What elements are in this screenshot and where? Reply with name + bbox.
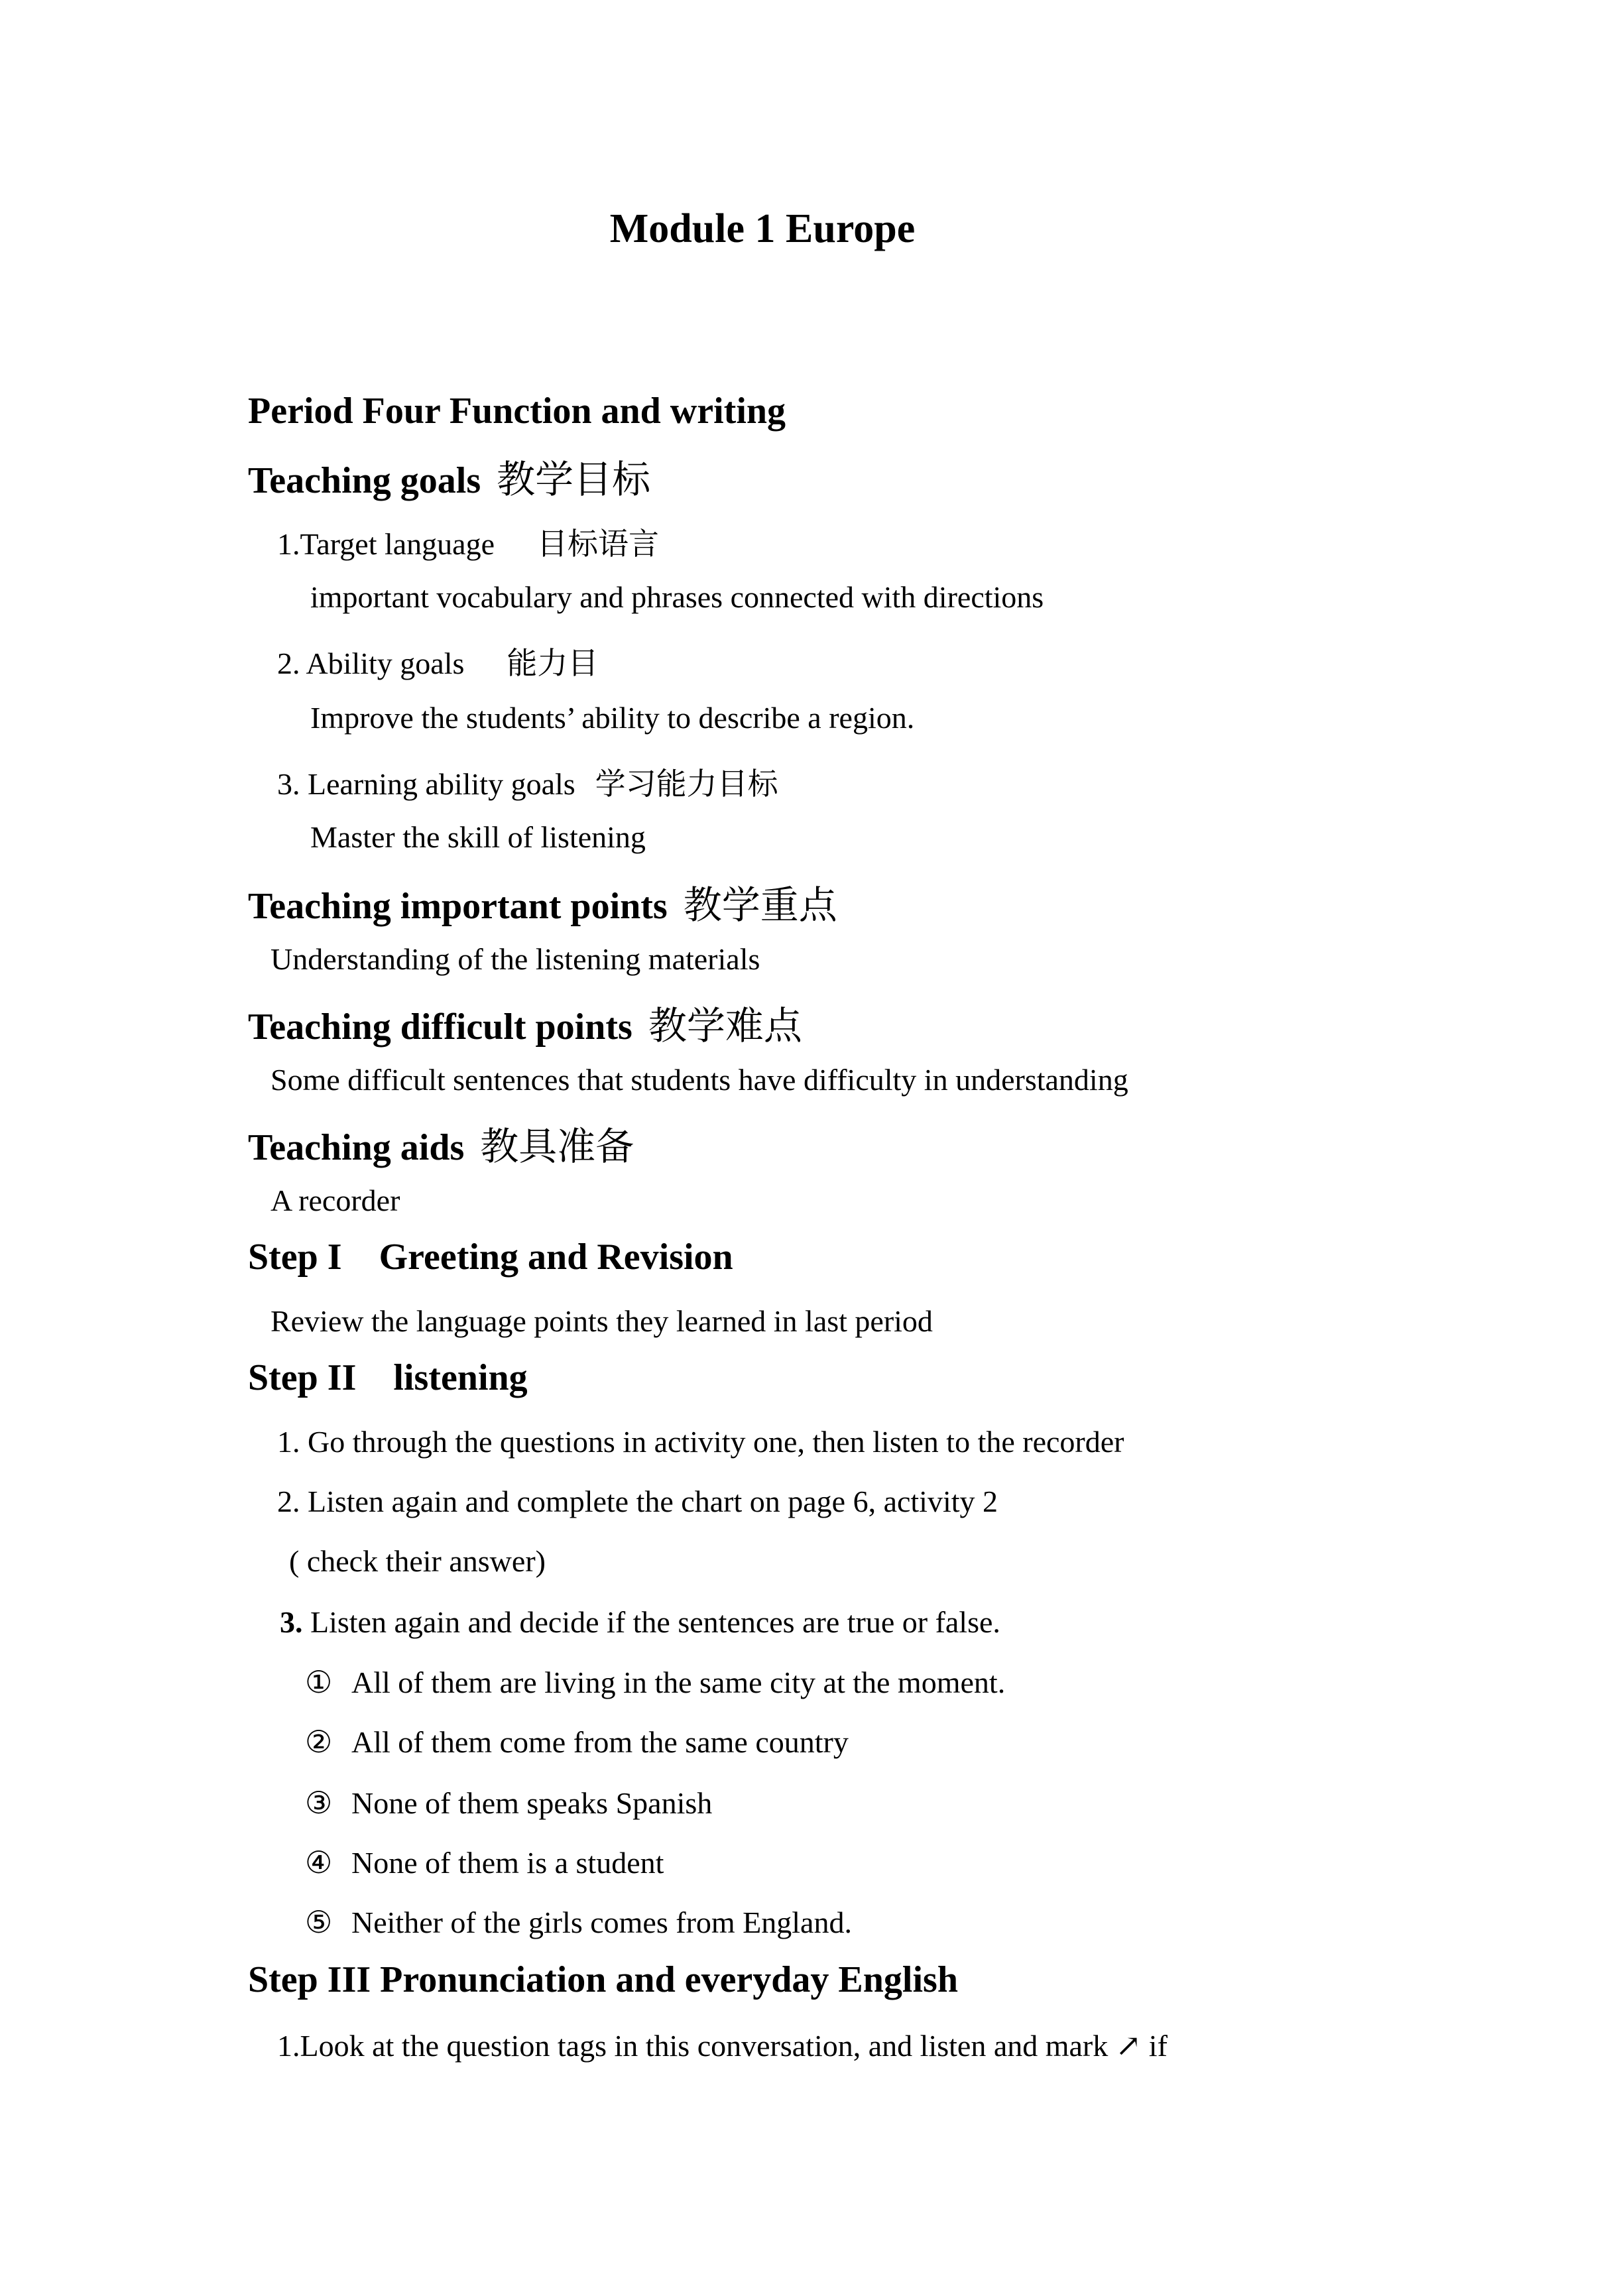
sentence-1-text: All of them are living in the same city at the moment. xyxy=(351,1665,1006,1699)
difficult-points-label: Teaching difficult points xyxy=(248,1006,632,1048)
goal-item-3-cn: 学习能力目标 xyxy=(595,767,778,801)
step2-item-1: 1. Go through the questions in activity one, then listen to the recorder xyxy=(277,1425,1124,1459)
sentence-5-text: Neither of the girls comes from England. xyxy=(351,1905,852,1939)
step2-item-2: 2. Listen again and complete the chart on page 6, activity 2 xyxy=(277,1484,998,1518)
sentence-2 xyxy=(305,1724,849,1760)
step1-text: Review the language points they learned in last period xyxy=(270,1304,933,1338)
sentence-3-text: None of them speaks Spanish xyxy=(351,1786,713,1820)
goal-item-1-cn: 目标语言 xyxy=(537,527,660,561)
sentence-1-mark: ① xyxy=(305,1665,333,1699)
sentence-3 xyxy=(305,1785,712,1821)
difficult-points-text: Some difficult sentences that students have difficulty in understanding xyxy=(270,1063,1128,1097)
goal-item-2-label: 2. Ability goals xyxy=(277,646,465,680)
teaching-aids-cn: 教具准备 xyxy=(480,1125,634,1168)
goal-item-3-label: 3. Learning ability goals xyxy=(277,767,575,801)
goal-item-2 xyxy=(277,639,598,683)
teaching-goals-cn: 教学目标 xyxy=(497,458,651,501)
teaching-aids-text: A recorder xyxy=(270,1183,400,1217)
step2-item-3 xyxy=(280,1604,1000,1640)
sentence-2-mark: ② xyxy=(305,1725,333,1759)
step3-heading: Step III Pronunciation and everyday English xyxy=(248,1959,958,2000)
important-points-text: Understanding of the listening materials xyxy=(270,942,760,976)
important-points-label: Teaching important points xyxy=(248,886,668,927)
step1-heading: Step I Greeting and Revision xyxy=(248,1237,733,1278)
period-heading: Period Four Function and writing xyxy=(248,391,786,432)
step2-item-3-number: 3. xyxy=(280,1605,303,1639)
sentence-4-mark: ④ xyxy=(305,1846,333,1880)
sentence-4 xyxy=(305,1844,664,1880)
sentence-5-mark: ⑤ xyxy=(305,1905,333,1939)
sentence-5 xyxy=(305,1904,852,1940)
sentence-4-text: None of them is a student xyxy=(351,1846,664,1880)
goal-item-1 xyxy=(277,520,659,564)
step2-item-2-note: ( check their answer) xyxy=(289,1544,546,1578)
step2-item-3-text: Listen again and decide if the sentences are true or false. xyxy=(310,1605,1000,1639)
important-points-heading xyxy=(248,874,837,930)
step3-item-1: 1.Look at the question tags in this conversation, and listen and mark ↗ if xyxy=(277,2029,1168,2063)
page-title: Module 1 Europe xyxy=(609,206,916,251)
difficult-points-heading xyxy=(248,995,802,1050)
goal-item-3-text: Master the skill of listening xyxy=(310,820,646,854)
sentence-1 xyxy=(305,1664,1005,1700)
teaching-goals-heading xyxy=(248,448,650,504)
goal-item-2-text: Improve the students’ ability to describe a region. xyxy=(310,701,915,735)
teaching-aids-heading xyxy=(248,1115,634,1171)
teaching-aids-label: Teaching aids xyxy=(248,1127,465,1168)
goal-item-1-text: important vocabulary and phrases connected with directions xyxy=(310,580,1044,614)
sentence-3-mark: ③ xyxy=(305,1786,333,1820)
sentence-2-text: All of them come from the same country xyxy=(351,1725,849,1759)
goal-item-2-cn: 能力目 xyxy=(507,646,599,680)
teaching-goals-label: Teaching goals xyxy=(248,460,481,501)
step2-heading: Step II listening xyxy=(248,1357,528,1398)
difficult-points-cn: 教学难点 xyxy=(648,1004,802,1048)
goal-item-3 xyxy=(277,760,778,804)
goal-item-1-label: 1.Target language xyxy=(277,527,495,561)
important-points-cn: 教学重点 xyxy=(683,884,837,927)
